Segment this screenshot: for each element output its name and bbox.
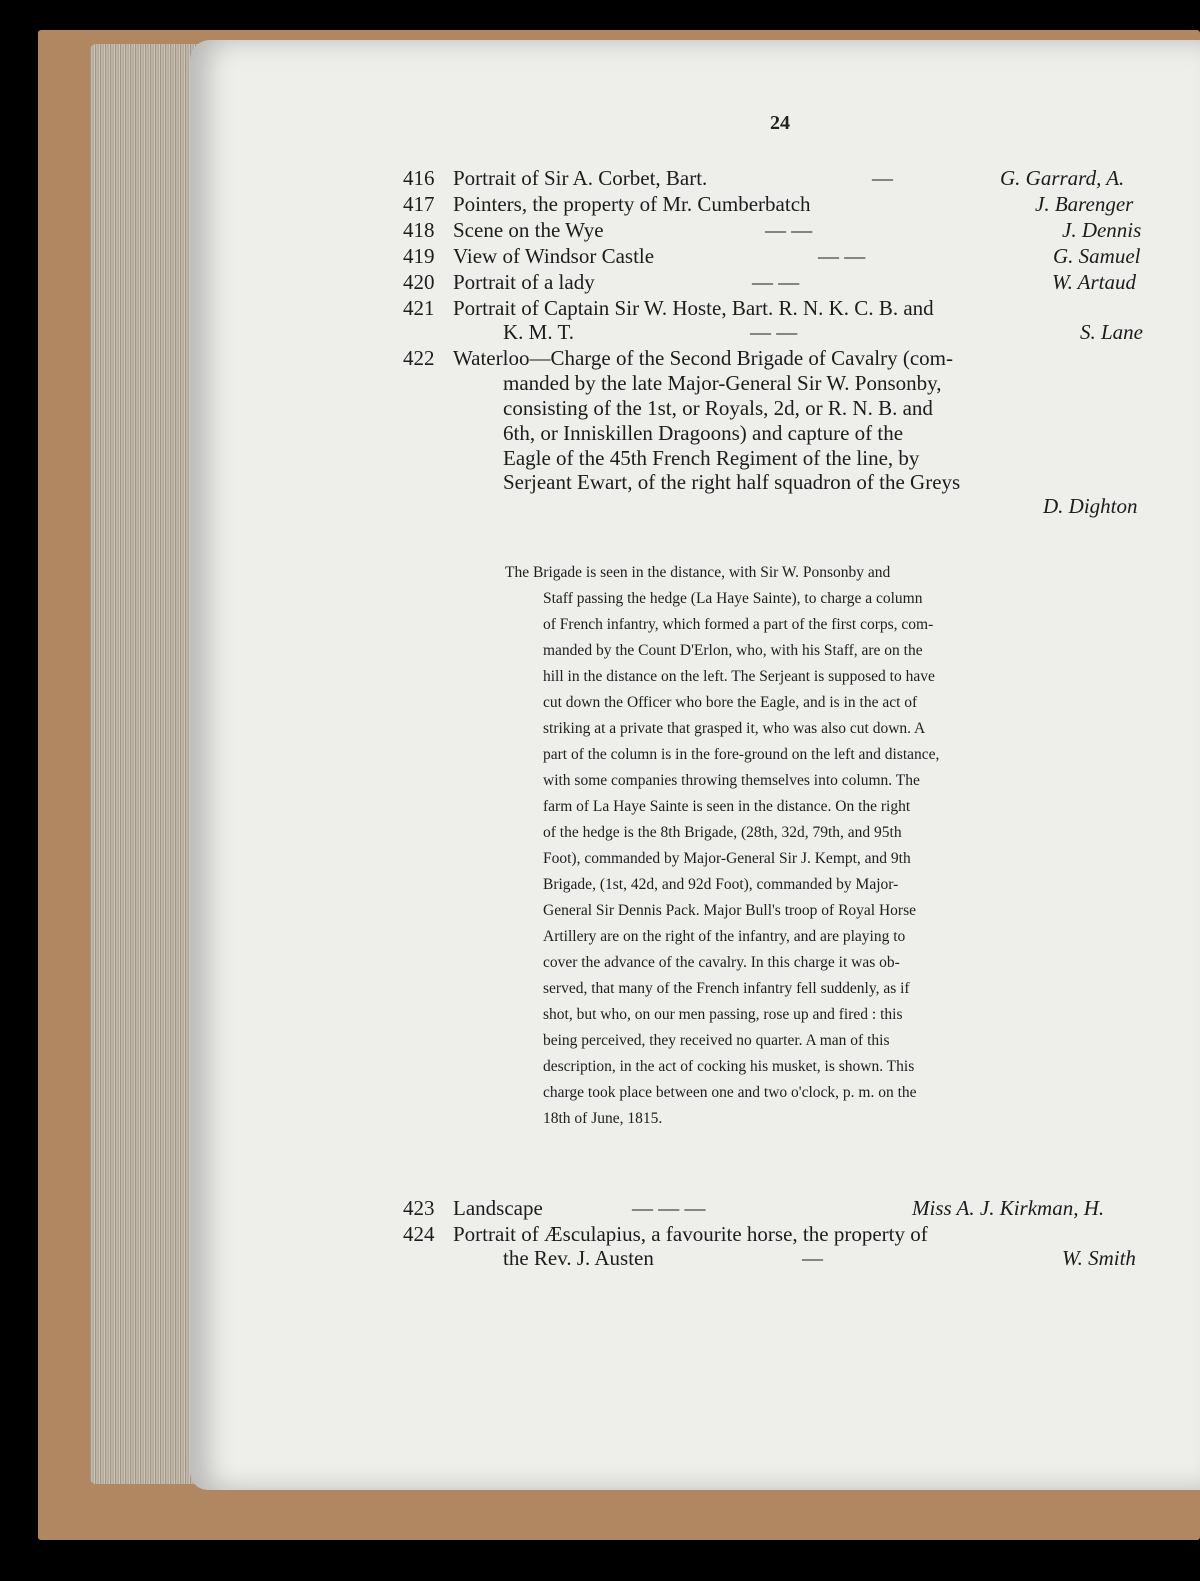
note-line: description, in the act of cocking his musket, is shown. This: [543, 1058, 915, 1075]
entry-number: 421: [403, 296, 435, 320]
entry-title: Portrait of Sir A. Corbet, Bart.: [453, 166, 708, 190]
note-line: hill in the distance on the left. The Serjeant is supposed to have: [543, 668, 935, 685]
entry-title-continued: Eagle of the 45th French Regiment of the line, by: [503, 446, 920, 470]
note-line: of the hedge is the 8th Brigade, (28th, 32d, 79th, and 95th: [543, 824, 902, 841]
entry-artist: W. Smith: [1062, 1246, 1136, 1270]
note-line: cover the advance of the cavalry. In this charge it was ob-: [543, 954, 900, 971]
entry-dash: —: [802, 1246, 823, 1270]
entry-title: Landscape: [453, 1196, 543, 1220]
entry-title-continued: 6th, or Inniskillen Dragoons) and capture of the: [503, 421, 904, 445]
entry-title: Scene on the Wye: [453, 218, 604, 242]
entry-artist: G. Samuel: [1053, 244, 1141, 268]
note-line: farm of La Haye Sainte is seen in the distance. On the right: [543, 798, 911, 815]
entry-number: 418: [403, 218, 435, 242]
entry-dash: — — —: [632, 1196, 706, 1220]
entry-dash: — —: [750, 320, 798, 344]
entry-artist: J. Barenger: [1035, 192, 1134, 216]
note-line: charge took place between one and two o'clock, p. m. on the: [543, 1084, 917, 1101]
entry-number: 423: [403, 1196, 435, 1220]
entry-number: 420: [403, 270, 435, 294]
note-line: General Sir Dennis Pack. Major Bull's troop of Royal Horse: [543, 902, 917, 919]
entry-title-continued: the Rev. J. Austen: [503, 1246, 654, 1270]
entry-title: View of Windsor Castle: [453, 244, 655, 268]
entry-title-continued: Serjeant Ewart, of the right half squadron of the Greys: [503, 470, 961, 494]
entry-dash: — —: [752, 270, 800, 294]
entry-dash: —: [872, 166, 893, 190]
note-line: part of the column is in the fore-ground on the left and distance,: [543, 746, 940, 763]
note-line: Brigade, (1st, 42d, and 92d Foot), commanded by Major-: [543, 876, 899, 893]
note-line: served, that many of the French infantry fell suddenly, as if: [543, 980, 910, 997]
entry-title-continued: K. M. T.: [503, 320, 574, 344]
note-line: manded by the Count D'Erlon, who, with his Staff, are on the: [543, 642, 923, 659]
entry-artist: G. Garrard, A.: [1000, 166, 1125, 190]
note-line: Staff passing the hedge (La Haye Sainte), to charge a column: [543, 590, 923, 607]
entry-title: Portrait of Captain Sir W. Hoste, Bart. R. N. K. C. B. and: [453, 296, 934, 320]
entry-number: 422: [403, 346, 435, 370]
entry-title: Portrait of a lady: [453, 270, 595, 294]
entry-artist: D. Dighton: [1043, 494, 1138, 518]
entry-number: 416: [403, 166, 435, 190]
entry-title-continued: consisting of the 1st, or Royals, 2d, or R. N. B. and: [503, 396, 933, 420]
note-line: cut down the Officer who bore the Eagle, and is in the act of: [543, 694, 918, 711]
entry-title: Portrait of Æsculapius, a favourite horse, the property of: [453, 1222, 928, 1246]
note-line: of French infantry, which formed a part of the first corps, com-: [543, 616, 934, 633]
entry-artist: J. Dennis: [1062, 218, 1142, 242]
entry-artist: W. Artaud: [1052, 270, 1137, 294]
entry-number: 417: [403, 192, 435, 216]
entry-title: Waterloo—Charge of the Second Brigade of Cavalry (com-: [453, 346, 954, 370]
entry-number: 419: [403, 244, 435, 268]
description-note: [505, 560, 1055, 1132]
note-line: being perceived, they received no quarter. A man of this: [543, 1032, 890, 1049]
note-line: Foot), commanded by Major-General Sir J. Kempt, and 9th: [543, 850, 911, 867]
entry-artist: S. Lane: [1080, 320, 1143, 344]
page-edges: [90, 44, 200, 1484]
entry-title: Pointers, the property of Mr. Cumberbatch: [453, 192, 811, 216]
note-line: Artillery are on the right of the infantry, and are playing to: [543, 928, 906, 945]
page-number: 24: [770, 112, 790, 134]
entry-number: 424: [403, 1222, 435, 1246]
note-line: The Brigade is seen in the distance, with Sir W. Ponsonby and: [505, 564, 891, 581]
entry-dash: — —: [818, 244, 866, 268]
note-line: striking at a private that grasped it, who was also cut down. A: [543, 720, 926, 737]
note-line: with some companies throwing themselves into column. The: [543, 772, 920, 789]
entry-title-continued: manded by the late Major-General Sir W. Ponsonby,: [503, 371, 942, 395]
note-line: 18th of June, 1815.: [543, 1110, 663, 1127]
entry-dash: — —: [765, 218, 813, 242]
note-line: shot, but who, on our men passing, rose up and fired : this: [543, 1006, 903, 1023]
entry-artist: Miss A. J. Kirkman, H.: [912, 1196, 1105, 1220]
